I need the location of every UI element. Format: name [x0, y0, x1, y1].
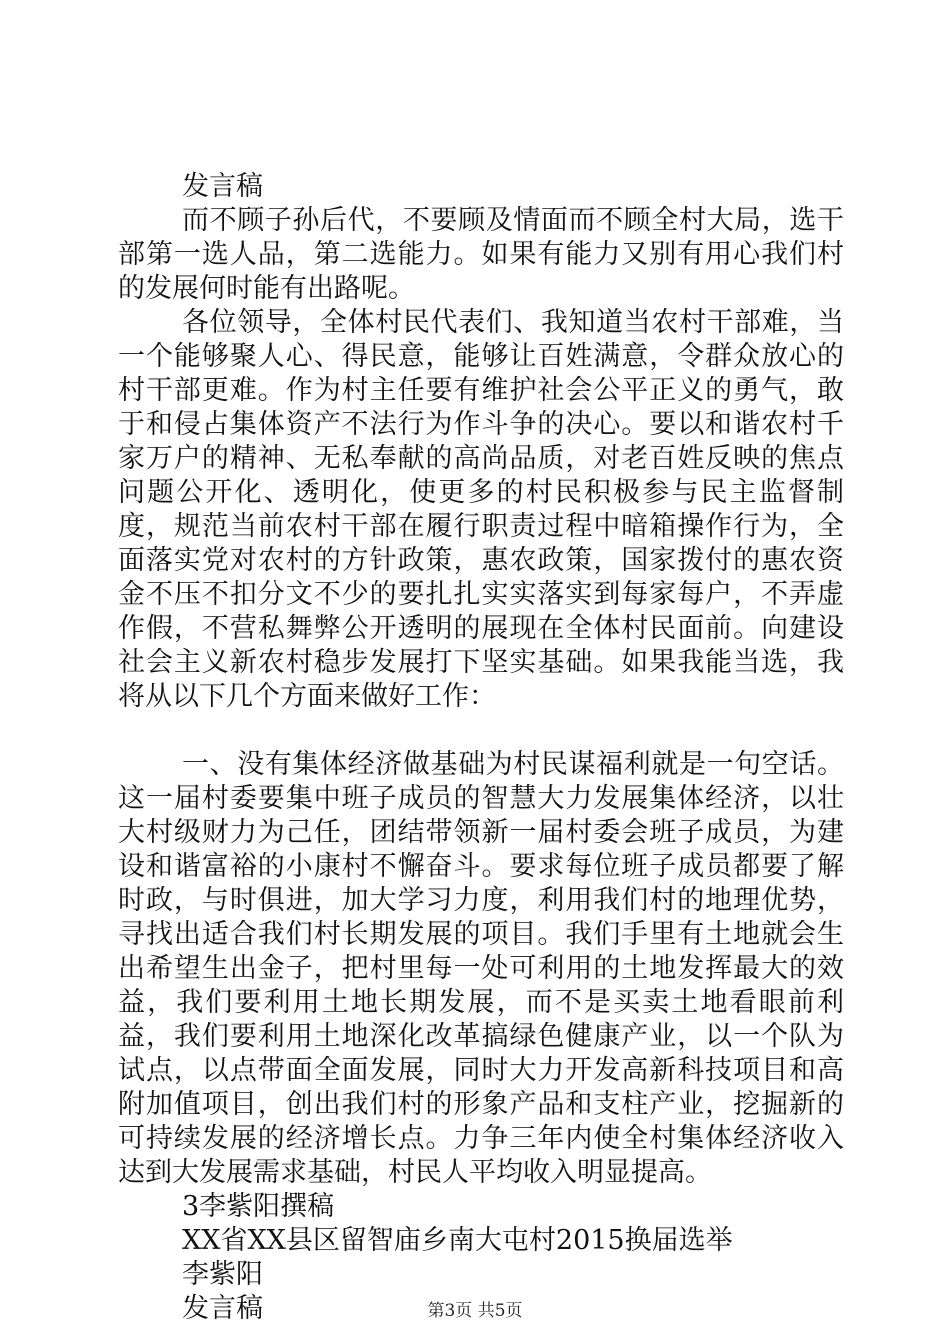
page-footer: 第3页 共5页 — [427, 1301, 523, 1321]
closing-line-1: 3李紫阳撰稿 — [182, 1191, 335, 1222]
paragraph-spacer — [118, 714, 844, 748]
document-body — [118, 170, 844, 1326]
paragraph-1: 而不顾子孙后代，不要顾及情面而不顾全村大局，选干部第一选人品，第二选能力。如果有能力又别有用心我们村的发展何时能有出路呢。 — [118, 205, 844, 304]
closing-line-4: 发言稿 — [182, 1293, 263, 1324]
paragraph-2: 各位领导，全体村民代表们、我知道当农村干部难，当一个能够聚人心、得民意，能够让百姓满意，令群众放心的村干部更难。作为村主任要有维护社会公平正义的勇气，敢于和侵占集体资产不法行为作斗争的决心。要以和谐农村千家万户的精神、无私奉献的高尚品质，对老百姓反映的焦点问题公开化、透明化，使更多的村民积极参与民主监督制度，规范当前农村干部在履行职责过程中暗箱操作行为，全面落实党对农村的方针政策，惠农政策，国家拨付的惠农资金不压不扣分文不少的要扎扎实实落实到每家每户，不弄虚作假，不营私舞弊公开透明的展现在全体村民面前。向建设社会主义新农村稳步发展打下坚实基础。如果我能当选，我将从以下几个方面来做好工作： — [118, 307, 844, 712]
paragraph-3: 一、没有集体经济做基础为村民谋福利就是一句空话。这一届村委要集中班子成员的智慧大力发展集体经济，以壮大村级财力为己任，团结带领新一届村委会班子成员，为建设和谐富裕的小康村不懈奋斗。要求每位班子成员都要了解时政，与时俱进，加大学习力度，利用我们村的地理优势，寻找出适合我们村长期发展的项目。我们手里有土地就会生出希望生出金子，把村里每一处可利用的土地发挥最大的效益，我们要利用土地长期发展，而不是买卖土地看眼前利益，我们要利用土地深化改革搞绿色健康产业，以一个队为试点，以点带面全面发展，同时大力开发高新科技项目和高附加值项目，创出我们村的形象产品和支柱产业，挖掘新的可持续发展的经济增长点。力争三年内使全村集体经济收入达到大发展需求基础，村民人平均收入明显提高。 — [118, 749, 844, 1188]
header-label: 发言稿 — [182, 171, 263, 202]
closing-line-2: XX省XX县区留智庙乡南大屯村2015换届选举 — [182, 1225, 733, 1256]
closing-line-3: 李紫阳 — [182, 1259, 263, 1290]
